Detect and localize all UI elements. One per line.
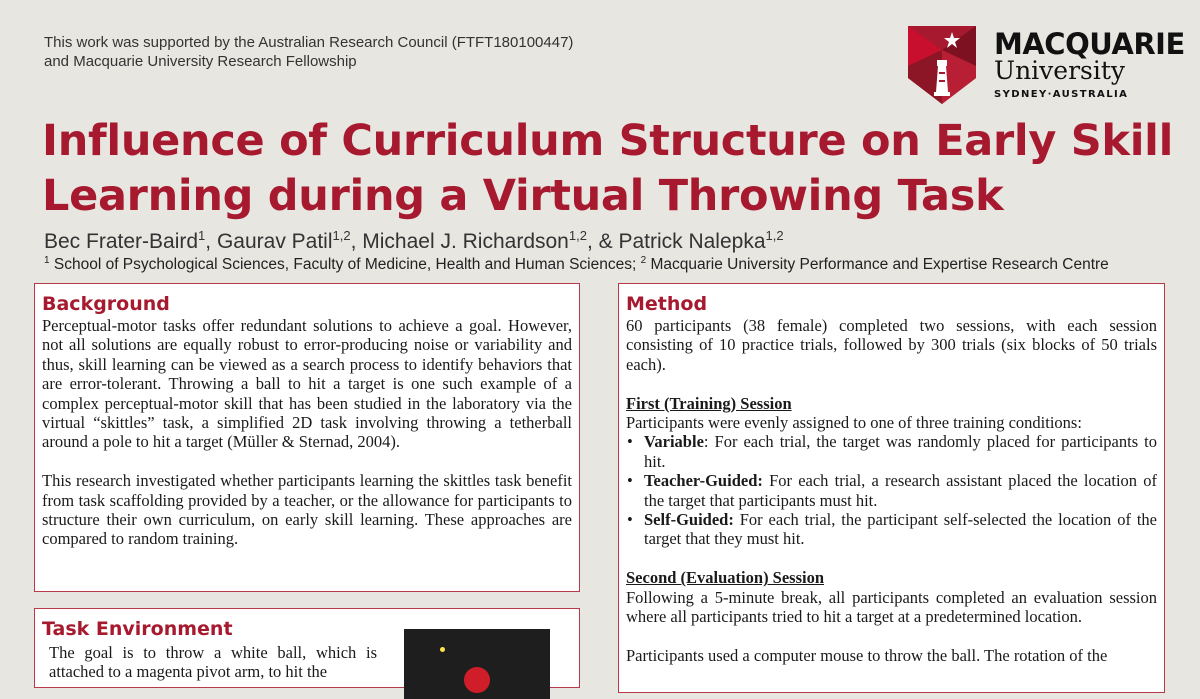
author-affiliation-marker: 1 (198, 228, 206, 243)
condition-item (626, 510, 1157, 549)
lighthouse-shield-icon (908, 26, 978, 104)
task-environment-heading: Task Environment (42, 618, 233, 640)
ball-icon (440, 647, 445, 652)
background-panel (34, 283, 580, 592)
author-affiliation-marker: 1,2 (332, 228, 351, 243)
pivot-icon (464, 667, 490, 693)
background-paragraph-2: This research investigated whether participants learning the skittles task benefit from task scaffolding provided by a teacher, or the allowance for participants to structure their own curriculum, on early skill learning. These approaches are compared to random training. (42, 471, 572, 549)
condition-label: Variable (644, 432, 704, 452)
affiliation-2: Macquarie University Performance and Expertise Research Centre (650, 256, 1109, 274)
logo-location: SYDNEY·AUSTRALIA (994, 89, 1129, 100)
author-list: Bec Frater-Baird$^1$, Gaurav Patil$^{1,2}$, Michael J. Richardson$^{1,2}$, & Patrick Nalepka$^{1,2}$ (44, 228, 784, 253)
author-name: Bec Frater-Baird (44, 230, 199, 253)
second-session-text: Following a 5-minute break, all participants completed an evaluation session where all participants tried to hit a target at a predetermined location. (626, 587, 1157, 627)
condition-item (626, 471, 1157, 510)
background-paragraph-1: Perceptual-motor tasks offer redundant solutions to achieve a goal. However, not all solutions are equally robust to error-producing noise or variability and thus, skill learning can be viewed as a search process to identify behaviors that are error-tolerant. Throwing a ball to hit a target is one such example of a complex perceptual-motor skill that has been studied in the laboratory via the virtual “skittles” task, a simplified 2D task involving throwing a tetherball around a pole to hit a target (Müller & Sternad, 2004). (42, 316, 572, 452)
author-name: Gaurav Patil (216, 230, 333, 253)
author-name: Patrick Nalepka (618, 230, 766, 253)
funding-note (44, 33, 573, 71)
method-continued-text: Participants used a computer mouse to throw the ball. The rotation of the (626, 645, 1108, 665)
first-session-intro: Participants were evenly assigned to one of three training conditions: (626, 413, 1082, 433)
method-panel (618, 283, 1165, 693)
condition-item: • Variable: For each trial, the target was randomly placed for participants to hit. (626, 432, 1157, 471)
method-intro: 60 participants (38 female) completed two sessions, with each session consisting of 10 practice trials, followed by 300 trials (six blocks of 50 trials each). (626, 316, 1157, 374)
author-affiliation-marker: 1,2 (568, 228, 587, 243)
first-session-heading: First (Training) Session (626, 393, 792, 413)
university-logo (908, 26, 1185, 106)
condition-label: Self-Guided: (644, 510, 734, 530)
background-heading: Background (42, 293, 170, 315)
logo-name: MACQUARIE (994, 27, 1185, 61)
poster-title-line-1: Influence of Curriculum Structure on Early Skill (42, 116, 1174, 166)
condition-text: For each trial, the participant self-selected the location of the target that they must hit. (644, 510, 1157, 549)
task-environment-text: The goal is to throw a white ball, which is attached to a magenta pivot arm, to hit the (49, 643, 377, 682)
condition-text: For each trial, the target was randomly placed for participants to hit. (644, 432, 1157, 471)
author-name: Michael J. Richardson (362, 230, 569, 253)
funding-line-2: and Macquarie University Research Fellowship (44, 53, 357, 70)
condition-label: Teacher-Guided: (644, 471, 763, 491)
poster-title (42, 114, 1173, 224)
logo-university: University (994, 56, 1126, 85)
affiliation-1: School of Psychological Sciences, Faculty of Medicine, Health and Human Sciences; (53, 256, 637, 274)
skittles-task-image (404, 629, 550, 699)
method-heading: Method (626, 293, 708, 315)
condition-text: For each trial, a research assistant placed the location of the target that participants must hit. (644, 471, 1157, 510)
task-environment-panel (34, 608, 580, 688)
author-affiliation-marker: 1,2 (765, 228, 784, 243)
affiliations: $^1$ School of Psychological Sciences, Faculty of Medicine, Health and Human Sciences; $^2$ Macquarie University Performance and Expertise Research Centre (44, 255, 1109, 274)
condition-list (626, 432, 1157, 548)
funding-line-1: This work was supported by the Australian Research Council (FTFT180100447) (44, 34, 574, 51)
second-session-heading: Second (Evaluation) Session (626, 568, 825, 588)
poster-title-line-2: Learning during a Virtual Throwing Task (42, 171, 1004, 221)
